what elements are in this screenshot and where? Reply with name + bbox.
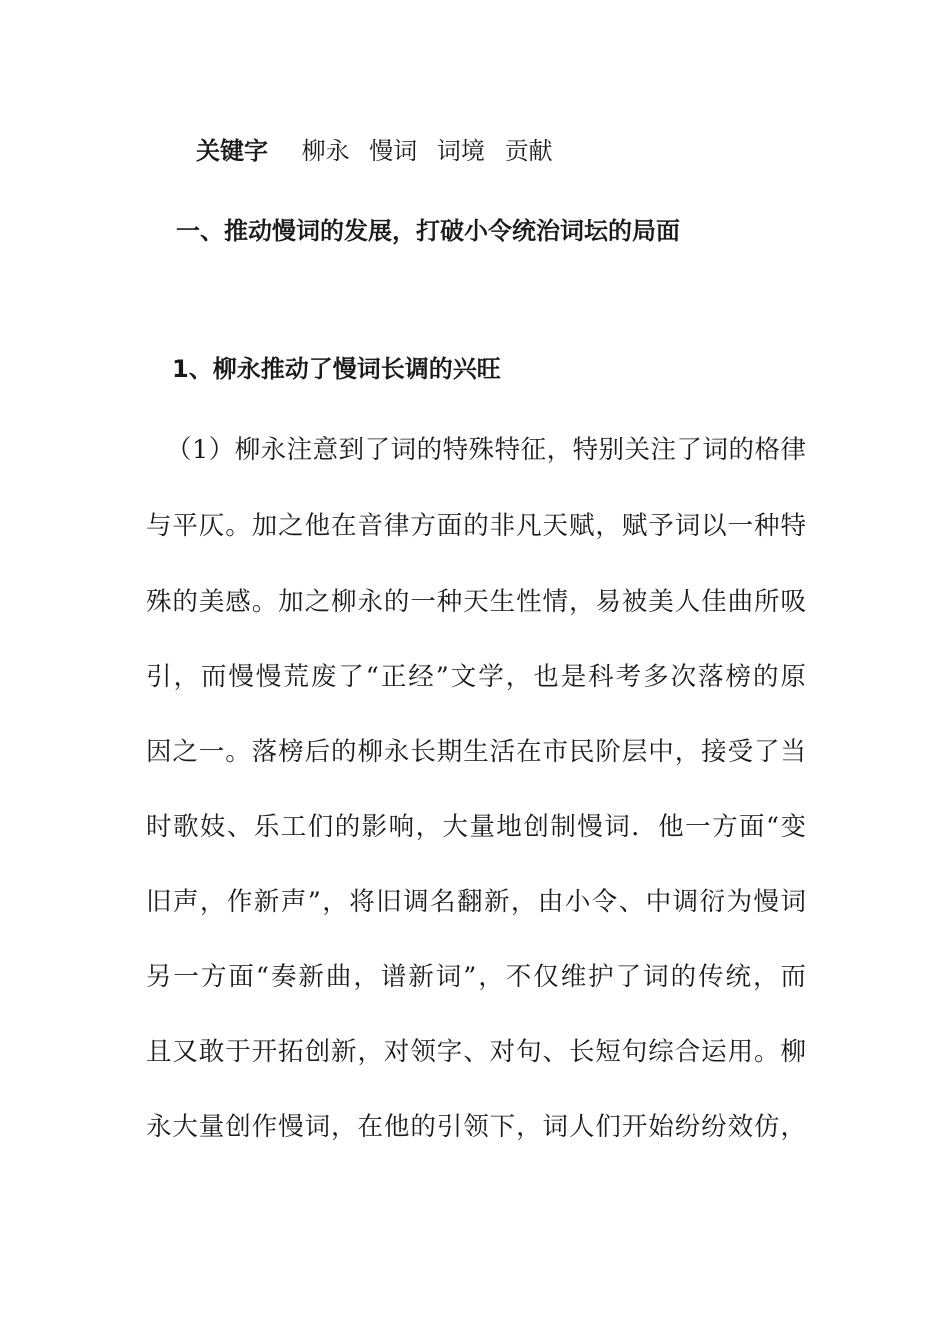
body-text-line: 时歌妓、乐工们的影响，大量地创制慢词．他一方面“变 [146,812,806,842]
body-text-line: 与平仄。加之他在音律方面的非凡天赋，赋予词以一种特 [146,511,806,541]
body-text-line: 因之一。落榜后的柳永长期生活在市民阶层中，接受了当 [146,737,806,767]
body-text-line: 永大量创作慢词，在他的引领下，词人们开始纷纷效仿， [146,1112,806,1142]
keywords-line [196,134,565,168]
body-text-line: 旧声，作新声”，将旧调名翻新，由小令、中调衍为慢词 [146,887,806,917]
keyword: 柳永 [301,137,350,165]
keywords-label: 关键字 [196,137,268,165]
keyword: 贡献 [504,137,553,165]
body-text-line: 另一方面“奏新曲，谱新词”，不仅维护了词的传统，而 [146,962,806,992]
section-heading: 一、推动慢词的发展，打破小令统治词坛的局面 [176,217,680,245]
keyword: 慢词 [369,137,418,165]
keyword: 词境 [436,137,485,165]
body-text-line: 引，而慢慢荒废了“正经”文学，也是科考多次落榜的原 [146,662,806,692]
sub-heading: 1、柳永推动了慢词长调的兴旺 [172,355,501,383]
body-text-line: （1）柳永注意到了词的特殊特征，特别关注了词的格律 [166,435,806,465]
body-text-line: 殊的美感。加之柳永的一种天生性情，易被美人佳曲所吸 [146,587,806,617]
body-text-line: 且又敢于开拓创新，对领字、对句、长短句综合运用。柳 [146,1037,806,1067]
